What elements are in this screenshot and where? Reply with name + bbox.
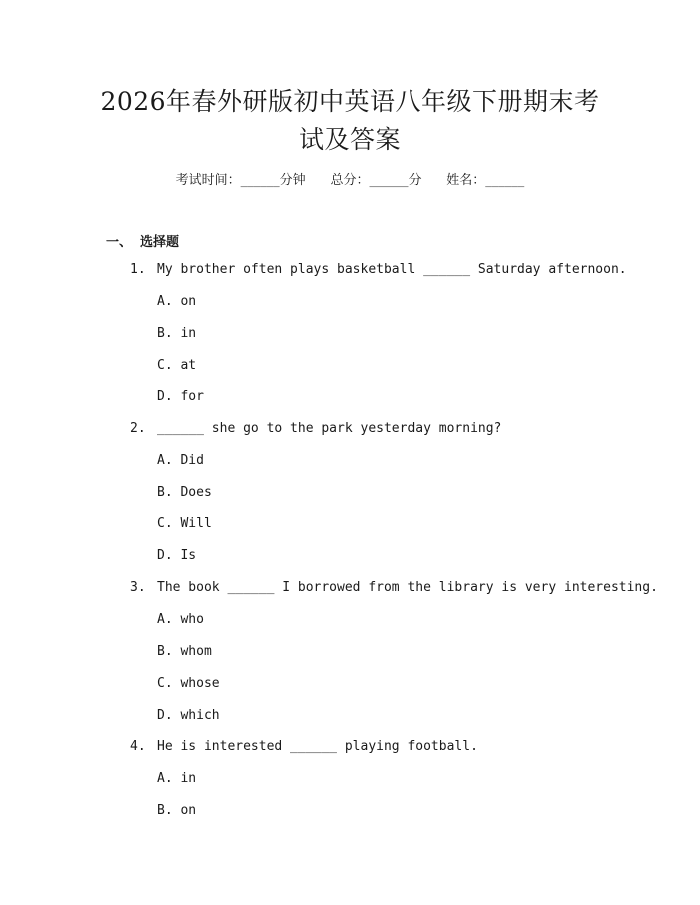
option: D. which [157,708,220,723]
question-number: 3. [130,580,146,595]
section-number: 一、 [106,235,133,250]
option: B. in [157,326,197,341]
question-1 [130,262,627,277]
option: C. Will [157,516,212,531]
section-heading [106,231,179,250]
option: A. Did [157,453,204,468]
question-text: My brother often plays basketball ______ Saturday afternoon. [157,262,627,277]
option: C. at [157,358,197,373]
question-3 [130,580,658,595]
exam-score: 总分：______分 [330,173,422,188]
doc-title-line2: 试及答案 [298,125,401,154]
question-number: 4. [130,739,146,754]
section-label: 选择题 [140,235,180,250]
option: D. Is [157,548,197,563]
option: B. Does [157,485,212,500]
exam-name: 姓名：______ [446,173,525,188]
exam-time: 考试时间：______分钟 [175,173,306,188]
option: A. in [157,771,197,786]
question-text: He is interested ______ playing football. [157,739,478,754]
option: B. on [157,803,197,818]
option: A. on [157,294,197,309]
option: B. whom [157,644,212,659]
option: A. who [157,612,204,627]
exam-info [0,169,700,188]
question-number: 2. [130,421,146,436]
question-2 [130,421,501,436]
question-4 [130,739,478,754]
option: D. for [157,389,204,404]
question-text: The book ______ I borrowed from the library is very interesting. [157,580,658,595]
doc-title-line1: 2026年春外研版初中英语八年级下册期末考 [100,87,600,116]
question-text: ______ she go to the park yesterday morning? [157,421,502,436]
question-number: 1. [130,262,146,277]
option: C. whose [157,676,220,691]
